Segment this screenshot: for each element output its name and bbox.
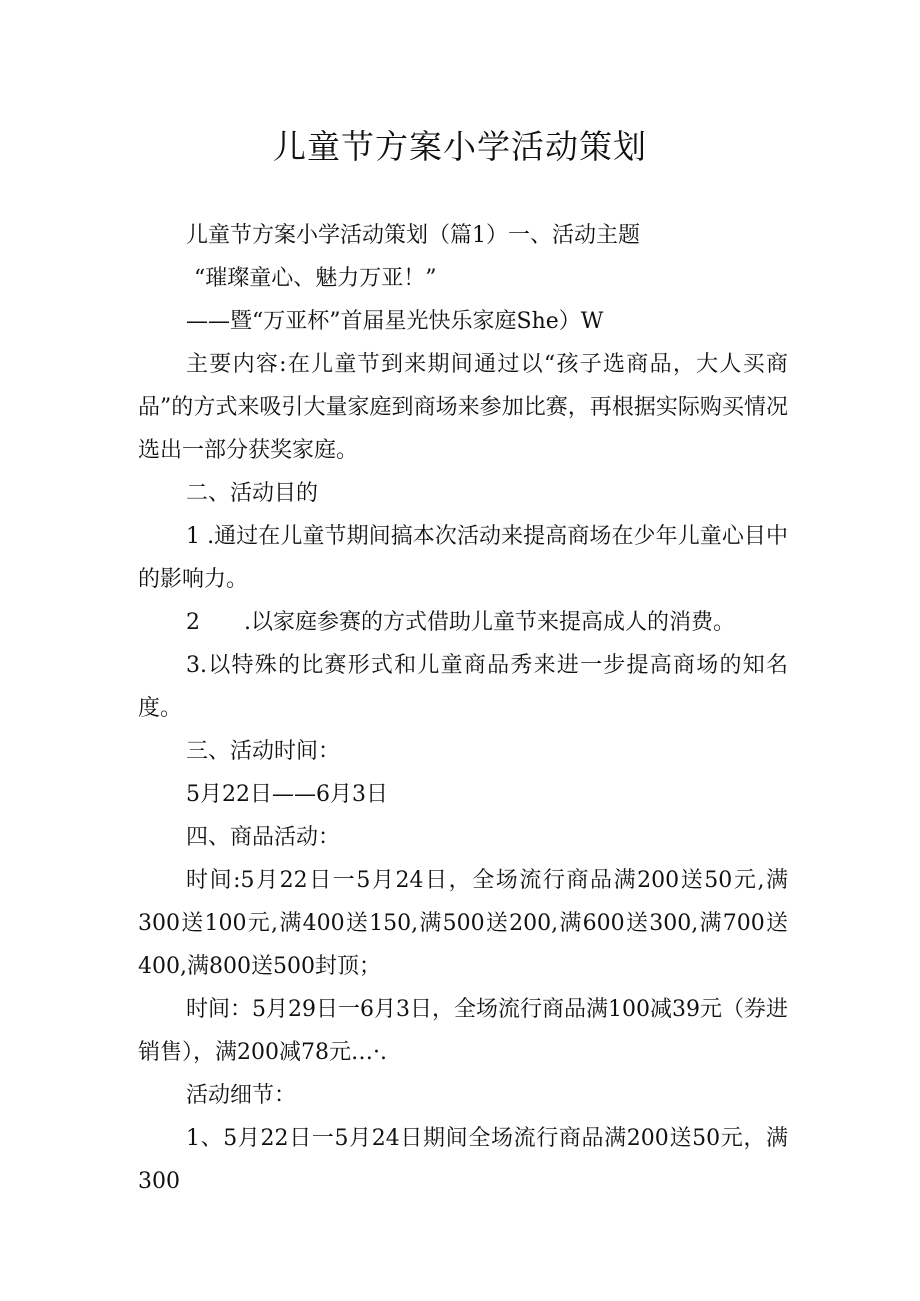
- paragraph-section-three-heading: 三、活动时间：: [186, 739, 341, 764]
- paragraph-section-one-heading: 儿童节方案小学活动策划（篇1）一、活动主题: [186, 223, 640, 248]
- paragraph-section-two-heading: 二、活动目的: [186, 481, 319, 506]
- paragraph-main-content: 主要内容:在儿童节到来期间通过以“孩子选商品，大人买商品”的方式来吸引大量家庭到商场来参加比赛，再根据实际购买情况选出一部分获奖家庭。: [138, 352, 788, 463]
- document-title: 儿童节方案小学活动策划: [273, 127, 647, 166]
- paragraph-theme-slogan: “璀璨童心、魅力万亚！”: [194, 266, 437, 291]
- paragraph-section-four-heading: 四、商品活动：: [186, 825, 341, 850]
- paragraph-details-heading: 活动细节：: [186, 1083, 297, 1108]
- document-body: [138, 214, 788, 1203]
- paragraph-detail-one: 1、5月22日一5月24日期间全场流行商品满200送50元，满300: [138, 1126, 788, 1194]
- paragraph-theme-subtitle: ——暨“万亚杯”首届星光快乐家庭She）W: [186, 309, 604, 334]
- paragraph-goal-three: 3.以特殊的比赛形式和儿童商品秀来进一步提高商场的知名度。: [138, 653, 788, 721]
- paragraph-goal-two: 2 .以家庭参赛的方式借助儿童节来提高成人的消费。: [186, 610, 735, 635]
- paragraph-event-dates: 5月22日——6月3日: [186, 782, 388, 807]
- paragraph-promo-period-one: 时间:5月22日一5月24日，全场流行商品满200送50元,满300送100元,满400送150,满500送200,满600送300,满700送400,满800送500封顶；: [138, 868, 788, 979]
- paragraph-promo-period-two: 时间：5月29日一6月3日，全场流行商品满100减39元（券进销售），满200减78元…·.: [138, 997, 788, 1065]
- paragraph-goal-one: 1 .通过在儿童节期间搞本次活动来提高商场在少年儿童心目中的影响力。: [138, 524, 788, 592]
